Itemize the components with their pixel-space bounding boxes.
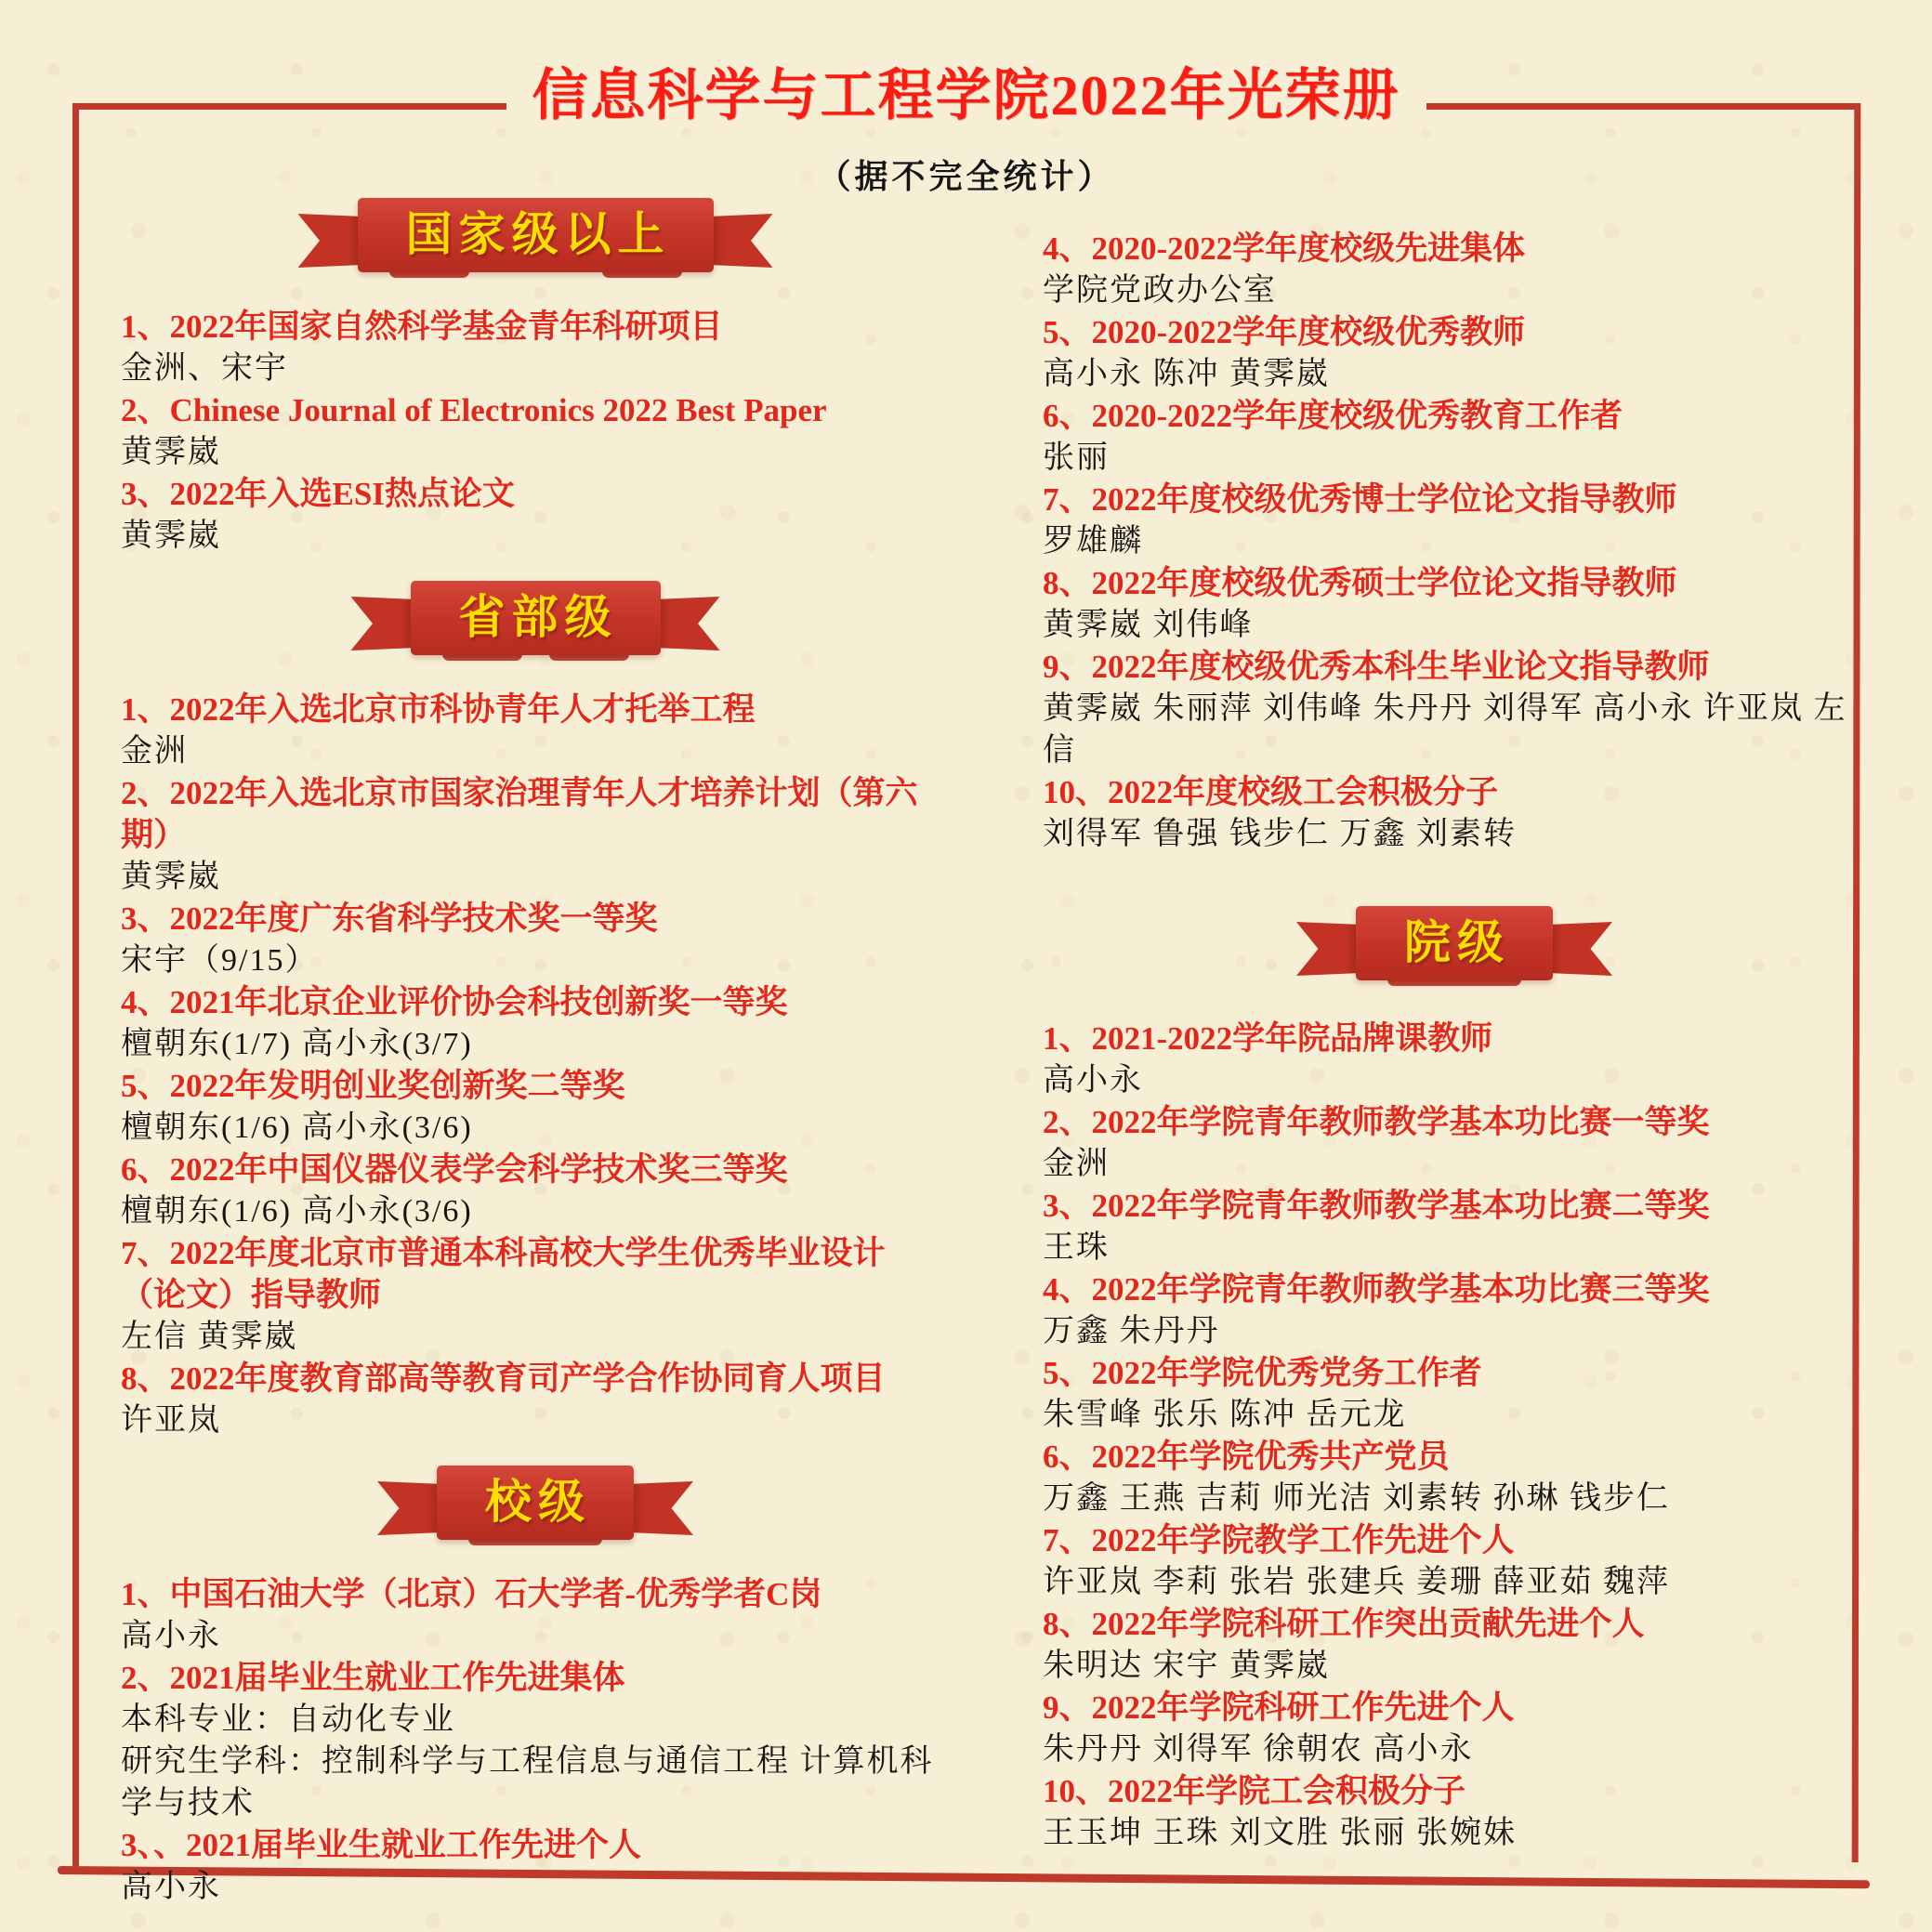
section-banner [1043, 906, 1866, 980]
award-title: 7、2022年学院教学工作先进个人 [1043, 1522, 1515, 1558]
award-title: 4、2022年学院青年教师教学基本功比赛三等奖 [1043, 1271, 1710, 1308]
award-title: 6、2022年学院优秀共产党员 [1043, 1439, 1450, 1475]
section-banner [121, 1465, 950, 1540]
award-title: 3、2022年学院青年教师教学基本功比赛二等奖 [1043, 1188, 1710, 1224]
award-names: 金洲 [121, 734, 188, 769]
award-title: 2、Chinese Journal of Electronics 2022 Best Paper [121, 392, 827, 428]
award-names: 金洲、宋宇 [121, 351, 288, 386]
banner-label: 国家级以上 [405, 208, 671, 260]
award-names: 研究生学科：控制科学与工程信息与通信工程 计算机科学与技术 [121, 1744, 934, 1820]
ribbon-banner [358, 198, 714, 272]
section-banner [121, 198, 950, 272]
award-title: 7、2022年度校级优秀博士学位论文指导教师 [1043, 481, 1677, 518]
award-names: 宋宇（9/15） [121, 943, 319, 978]
award-title: 8、2022年度校级优秀硕士学位论文指导教师 [1043, 565, 1677, 601]
award-title: 8、2022年度教育部高等教育司产学合作协同育人项目 [121, 1360, 886, 1397]
award-title: 10、2022年度校级工会积极分子 [1043, 774, 1499, 810]
award-names: 左信 黄霁崴 [121, 1320, 298, 1354]
ribbon-banner [411, 581, 661, 655]
award-names: 学院党政办公室 [1043, 273, 1277, 308]
award-names: 许亚岚 李莉 张岩 张建兵 姜珊 薛亚茹 魏萍 [1043, 1565, 1670, 1599]
page-subtitle: （据不完全统计） [817, 158, 1115, 195]
award-title: 9、2022年学院科研工作先进个人 [1043, 1689, 1515, 1726]
award-title: 3、2022年度广东省科学技术奖一等奖 [121, 900, 658, 937]
award-title: 10、2022年学院工会积极分子 [1043, 1773, 1466, 1809]
banner-label: 院级 [1404, 916, 1510, 968]
award-title: 1、中国石油大学（北京）石大学者-优秀学者C岗 [121, 1576, 822, 1612]
award-title: 5、2022年学院优秀党务工作者 [1043, 1355, 1482, 1391]
award-names: 朱雪峰 张乐 陈冲 岳元龙 [1043, 1398, 1407, 1432]
award-names: 黄霁崴 [121, 435, 221, 469]
award-names: 黄霁崴 [121, 860, 221, 894]
award-names: 万鑫 朱丹丹 [1043, 1314, 1220, 1348]
frame-border-left [72, 103, 79, 1873]
award-title: 6、2022年中国仪器仪表学会科学技术奖三等奖 [121, 1151, 788, 1188]
award-names: 朱明达 宋宇 黄霁崴 [1043, 1649, 1330, 1683]
award-title: 2、2022年学院青年教师教学基本功比赛一等奖 [1043, 1104, 1710, 1140]
award-names: 高小永 [121, 1619, 221, 1653]
award-names: 檀朝东(1/6) 高小永(3/6) [121, 1111, 473, 1145]
award-names: 王珠 [1043, 1230, 1110, 1265]
ribbon-fold-left [389, 265, 469, 278]
award-title: 2、2022年入选北京市国家治理青年人才培养计划（第六期） [121, 775, 918, 853]
banner-label: 校级 [485, 1476, 591, 1528]
page-title [0, 65, 1932, 126]
section-banner [121, 581, 950, 655]
ribbon-fold-right [522, 1532, 602, 1545]
ribbon-fold-right [602, 265, 682, 278]
award-names: 本科专业：自动化专业 [121, 1702, 455, 1737]
award-names: 万鑫 王燕 吉莉 师光洁 刘素转 孙琳 钱步仁 [1043, 1481, 1670, 1516]
award-title: 5、2022年发明创业奖创新奖二等奖 [121, 1068, 625, 1104]
award-names: 罗雄麟 [1043, 524, 1143, 559]
ribbon-fold-left [442, 648, 522, 661]
award-names: 黄霁崴 刘伟峰 [1043, 608, 1254, 642]
ribbon-banner [437, 1465, 634, 1540]
award-names: 黄霁崴 [121, 519, 221, 553]
award-title: 3、、2021届毕业生就业工作先进个人 [121, 1827, 642, 1863]
award-names: 高小永 [121, 1870, 221, 1904]
award-names: 朱丹丹 刘得军 徐朝农 高小永 [1043, 1732, 1474, 1767]
award-title: 6、2020-2022学年度校级优秀教育工作者 [1043, 398, 1623, 434]
award-names: 檀朝东(1/7) 高小永(3/7) [121, 1027, 473, 1061]
award-title: 1、2022年入选北京市科协青年人才托举工程 [121, 691, 756, 728]
award-names: 高小永 [1043, 1063, 1143, 1097]
left-column [121, 181, 950, 1908]
right-column [1043, 228, 1866, 1854]
award-names: 刘得军 鲁强 钱步仁 万鑫 刘素转 [1043, 817, 1517, 851]
page-title-text: 信息科学与工程学院2022年光荣册 [506, 65, 1426, 126]
award-names: 檀朝东(1/6) 高小永(3/6) [121, 1194, 473, 1229]
ribbon-fold-right [549, 648, 629, 661]
award-title: 4、2020-2022学年度校级先进集体 [1043, 230, 1526, 267]
ribbon-fold-right [1441, 973, 1521, 986]
award-title: 8、2022年学院科研工作突出贡献先进个人 [1043, 1606, 1645, 1642]
award-title: 3、2022年入选ESI热点论文 [121, 476, 515, 512]
award-title: 7、2022年度北京市普通本科高校大学生优秀毕业设计（论文）指导教师 [121, 1235, 886, 1313]
award-title: 5、2020-2022学年度校级优秀教师 [1043, 314, 1526, 350]
award-title: 1、2021-2022学年院品牌课教师 [1043, 1020, 1493, 1057]
award-title: 9、2022年度校级优秀本科生毕业论文指导教师 [1043, 649, 1710, 685]
award-names: 张丽 [1043, 440, 1110, 475]
banner-label: 省部级 [458, 591, 618, 643]
award-names: 许亚岚 [121, 1403, 221, 1438]
ribbon-banner [1356, 906, 1553, 980]
award-title: 2、2021届毕业生就业工作先进集体 [121, 1660, 625, 1696]
award-names: 金洲 [1043, 1147, 1110, 1181]
award-names: 王玉坤 王珠 刘文胜 张丽 张婉妹 [1043, 1816, 1517, 1850]
award-title: 4、2021年北京企业评价协会科技创新奖一等奖 [121, 984, 788, 1020]
award-title: 1、2022年国家自然科学基金青年科研项目 [121, 309, 723, 345]
award-names: 黄霁崴 朱丽萍 刘伟峰 朱丹丹 刘得军 高小永 许亚岚 左信 [1043, 691, 1847, 768]
award-names: 高小永 陈冲 黄霁崴 [1043, 357, 1330, 391]
